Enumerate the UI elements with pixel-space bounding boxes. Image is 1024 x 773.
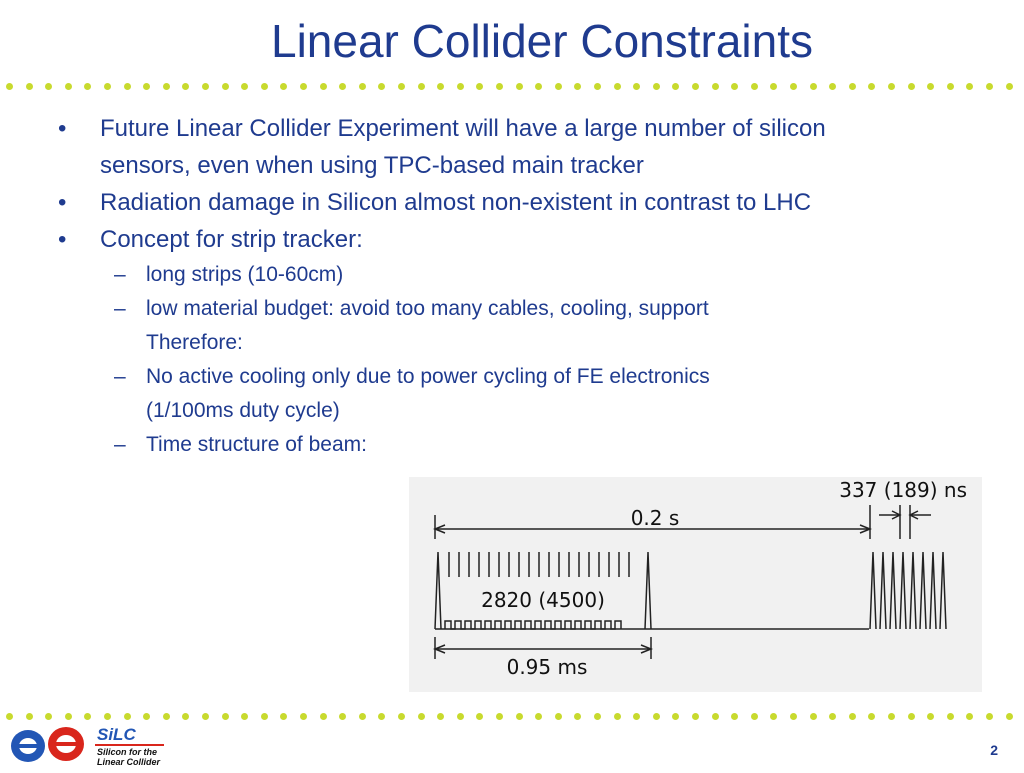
- train-2-spikes: [870, 552, 946, 629]
- divider-dot: [143, 83, 150, 90]
- divider-dot: [790, 83, 797, 90]
- divider-dot: [966, 713, 973, 720]
- divider-dot: [947, 713, 954, 720]
- silc-logo-graphic: [2, 722, 182, 768]
- divider-dot: [1006, 83, 1013, 90]
- divider-dot: [163, 713, 170, 720]
- label-bunch-count: 2820 (4500): [481, 588, 605, 612]
- divider-dot: [908, 713, 915, 720]
- divider-dot: [6, 713, 13, 720]
- bullet-text: sensors, even when using TPC-based main tracker: [100, 152, 644, 179]
- bullet-marker: –: [114, 297, 126, 320]
- divider-dot: [516, 83, 523, 90]
- dotted-divider-top: [6, 83, 1018, 95]
- divider-dot: [888, 83, 895, 90]
- divider-dot: [280, 83, 287, 90]
- bullet-marker: –: [114, 365, 126, 388]
- bullet-text: Concept for strip tracker:: [100, 226, 363, 253]
- divider-dot: [26, 713, 33, 720]
- divider-dot: [378, 83, 385, 90]
- divider-dot: [222, 83, 229, 90]
- divider-dot: [927, 713, 934, 720]
- bullet-text: Therefore:: [146, 331, 243, 354]
- bullet-list: [58, 110, 998, 462]
- divider-dot: [535, 83, 542, 90]
- divider-dot: [143, 713, 150, 720]
- divider-dot: [770, 713, 777, 720]
- divider-dot: [947, 83, 954, 90]
- divider-dot: [320, 713, 327, 720]
- divider-dot: [829, 713, 836, 720]
- divider-dot: [594, 713, 601, 720]
- divider-dot: [535, 713, 542, 720]
- divider-dot: [476, 83, 483, 90]
- bunch-comb: [445, 621, 621, 629]
- page-number: 2: [990, 742, 998, 758]
- divider-dot: [712, 713, 719, 720]
- divider-dot: [712, 83, 719, 90]
- divider-dot: [868, 83, 875, 90]
- divider-dot: [359, 713, 366, 720]
- bullet-item: [58, 147, 998, 184]
- bullet-text: low material budget: avoid too many cables, cooling, support: [146, 297, 709, 320]
- logo-name: SiLC: [97, 725, 136, 744]
- bullet-item: [58, 221, 998, 258]
- divider-dot: [163, 83, 170, 90]
- divider-dot: [261, 713, 268, 720]
- divider-dot: [927, 83, 934, 90]
- divider-dot: [810, 83, 817, 90]
- label-bunch-spacing: 337 (189) ns: [839, 478, 967, 502]
- bullet-text: long strips (10-60cm): [146, 263, 344, 286]
- divider-dot: [496, 713, 503, 720]
- bullet-marker: •: [58, 189, 67, 216]
- divider-dot: [300, 83, 307, 90]
- divider-dot: [829, 83, 836, 90]
- divider-dot: [104, 713, 111, 720]
- bullet-text: Future Linear Collider Experiment will have a large number of silicon: [100, 115, 826, 142]
- divider-dot: [437, 713, 444, 720]
- divider-dot: [320, 83, 327, 90]
- bullet-text: No active cooling only due to power cycling of FE electronics: [146, 365, 710, 388]
- divider-dot: [437, 83, 444, 90]
- divider-dot: [672, 83, 679, 90]
- divider-dot: [574, 83, 581, 90]
- divider-dot: [574, 713, 581, 720]
- bullet-text: (1/100ms duty cycle): [146, 399, 340, 422]
- bunch-ticks: [449, 552, 629, 577]
- divider-dot: [182, 83, 189, 90]
- divider-dot: [986, 713, 993, 720]
- divider-dot: [751, 83, 758, 90]
- sub-bullet-item: [58, 428, 998, 462]
- divider-dot: [398, 713, 405, 720]
- divider-dot: [1006, 713, 1013, 720]
- divider-dot: [418, 83, 425, 90]
- divider-dot: [104, 83, 111, 90]
- divider-dot: [555, 713, 562, 720]
- divider-dot: [692, 83, 699, 90]
- slide-title: Linear Collider Constraints: [270, 15, 814, 67]
- divider-dot: [398, 83, 405, 90]
- divider-dot: [359, 83, 366, 90]
- divider-dot: [594, 83, 601, 90]
- divider-dot: [770, 83, 777, 90]
- bullet-text: Time structure of beam:: [146, 433, 367, 456]
- bullet-marker: –: [114, 433, 126, 456]
- divider-dot: [339, 83, 346, 90]
- divider-dot: [280, 713, 287, 720]
- divider-dot: [222, 713, 229, 720]
- divider-dot: [888, 713, 895, 720]
- divider-dot: [202, 713, 209, 720]
- divider-dot: [261, 83, 268, 90]
- divider-dot: [653, 713, 660, 720]
- divider-dot: [124, 83, 131, 90]
- beam-time-structure-svg: [409, 477, 982, 692]
- bullet-item: [58, 110, 998, 147]
- divider-dot: [790, 713, 797, 720]
- sub-bullet-item: [58, 326, 998, 360]
- divider-dot: [653, 83, 660, 90]
- logo-tagline-1: Silicon for the: [97, 747, 158, 757]
- silc-logo: [2, 722, 182, 768]
- divider-dot: [418, 713, 425, 720]
- divider-dot: [84, 83, 91, 90]
- divider-dot: [986, 83, 993, 90]
- sub-bullet-item: [58, 292, 998, 326]
- bullet-marker: •: [58, 226, 67, 253]
- divider-dot: [672, 713, 679, 720]
- beam-time-structure-diagram: [409, 477, 982, 692]
- divider-dot: [26, 83, 33, 90]
- divider-dot: [731, 83, 738, 90]
- divider-dot: [614, 713, 621, 720]
- divider-dot: [65, 83, 72, 90]
- divider-dot: [241, 83, 248, 90]
- bunch-spike: [435, 552, 441, 629]
- divider-dot: [751, 713, 758, 720]
- divider-dot: [849, 713, 856, 720]
- divider-dot: [300, 713, 307, 720]
- divider-dot: [810, 713, 817, 720]
- divider-dot: [65, 713, 72, 720]
- bullet-item: [58, 184, 998, 221]
- divider-dot: [555, 83, 562, 90]
- bunch-spike: [645, 552, 651, 629]
- divider-dot: [378, 713, 385, 720]
- divider-dot: [908, 83, 915, 90]
- divider-dot: [241, 713, 248, 720]
- divider-dot: [516, 713, 523, 720]
- sub-bullet-item: [58, 360, 998, 394]
- divider-dot: [339, 713, 346, 720]
- divider-dot: [633, 713, 640, 720]
- divider-dot: [45, 713, 52, 720]
- bullet-text: Radiation damage in Silicon almost non-existent in contrast to LHC: [100, 189, 812, 216]
- sub-bullet-item: [58, 394, 998, 428]
- divider-dot: [849, 83, 856, 90]
- label-train-length: 0.95 ms: [506, 655, 588, 679]
- divider-dot: [457, 83, 464, 90]
- divider-dot: [496, 83, 503, 90]
- bullet-marker: –: [114, 263, 126, 286]
- divider-dot: [476, 713, 483, 720]
- divider-dot: [868, 713, 875, 720]
- bullet-marker: •: [58, 115, 67, 142]
- label-train-spacing: 0.2 s: [630, 506, 680, 530]
- divider-dot: [45, 83, 52, 90]
- divider-dot: [692, 713, 699, 720]
- divider-dot: [6, 83, 13, 90]
- logo-tagline-2: Linear Collider: [97, 757, 161, 767]
- divider-dot: [182, 713, 189, 720]
- divider-dot: [124, 713, 131, 720]
- divider-dot: [84, 713, 91, 720]
- divider-dot: [633, 83, 640, 90]
- divider-dot: [614, 83, 621, 90]
- divider-dot: [731, 713, 738, 720]
- sub-bullet-item: [58, 258, 998, 292]
- divider-dot: [202, 83, 209, 90]
- divider-dot: [966, 83, 973, 90]
- divider-dot: [457, 713, 464, 720]
